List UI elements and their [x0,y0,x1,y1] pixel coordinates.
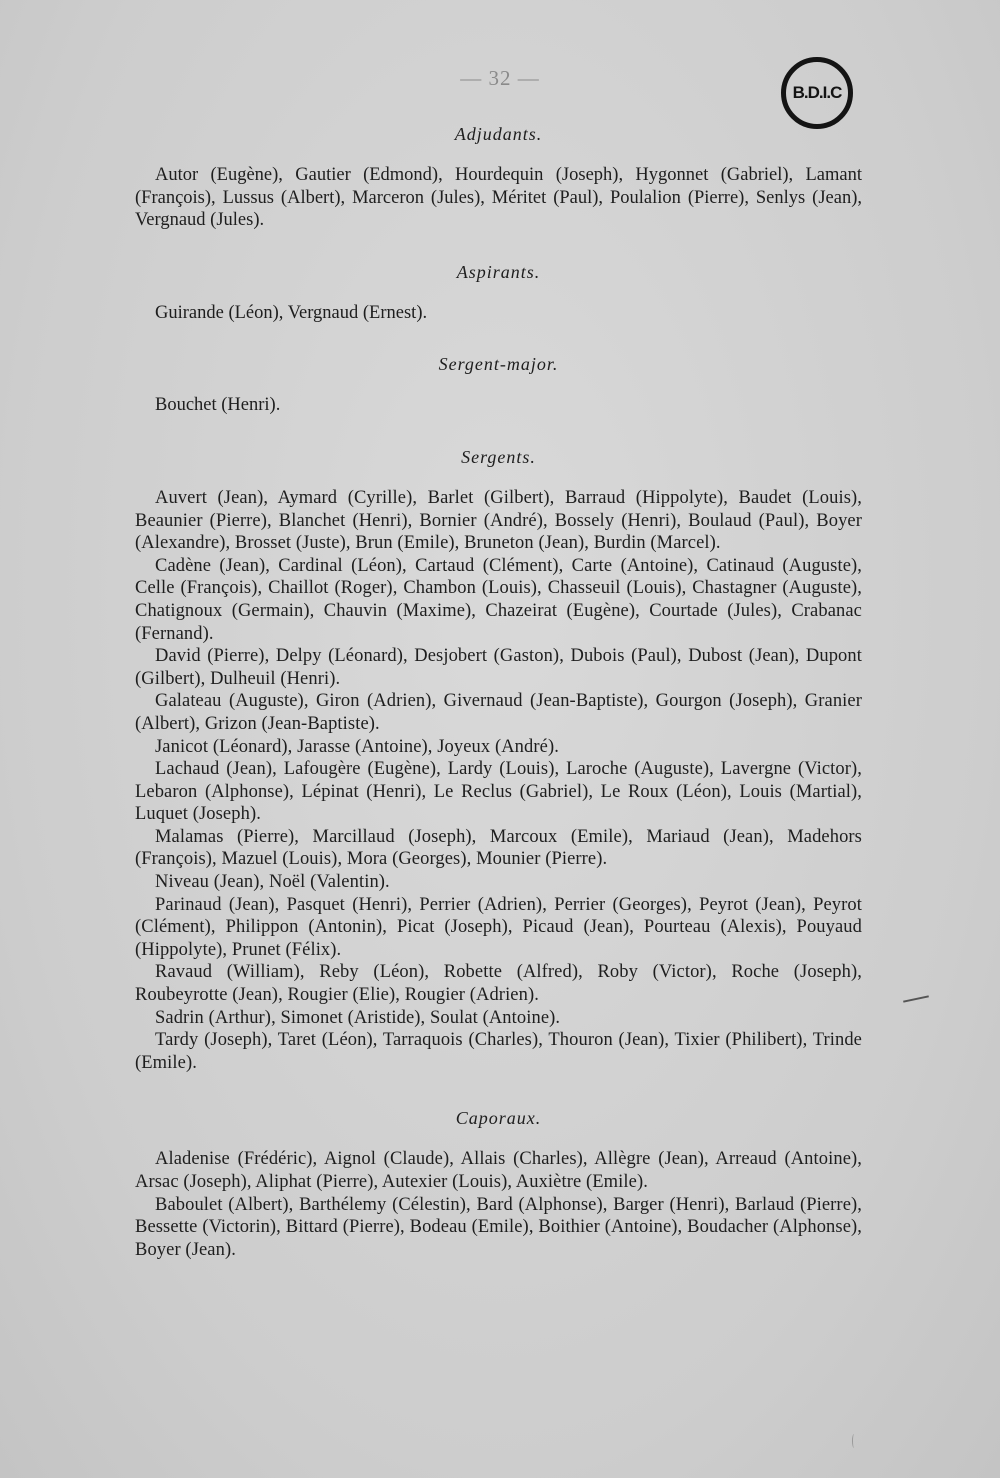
section-heading-caporaux: Caporaux. [455,1108,542,1129]
section-heading-aspirants: Aspirants. [456,261,541,282]
section-paragraph: Aladenise (Frédéric), Aignol (Claude), Allais (Charles), Allègre (Jean), Arreaud (Antoine), Arsac (Joseph), Aliphat (Pierre), Autexier (Louis), Auxiètre (Emile). [135,1149,862,1192]
stamp-text: B.D.I.C [792,83,842,102]
section-paragraph: Malamas (Pierre), Marcillaud (Joseph), Marcoux (Emile), Mariaud (Jean), Madehors (François), Mazuel (Louis), Mora (Georges), Mounier (Pierre). [135,826,862,870]
section-body-sergents [135,487,862,1074]
section-paragraph: Lachaud (Jean), Lafougère (Eugène), Lardy (Louis), Laroche (Auguste), Lavergne (Victor), Lebaron (Alphonse), Lépinat (Henri), Le Reclus (Gabriel), Le Roux (Léon), Louis (Martial), Luquet (Joseph). [135,759,862,825]
section-body-caporaux [135,1148,862,1261]
section-paragraph: Ravaud (William), Reby (Léon), Robette (Alfred), Roby (Victor), Roche (Joseph), Roubeyrotte (Jean), Rougier (Elie), Rougier (Adrien). [135,962,862,1006]
section-paragraph: Galateau (Auguste), Giron (Adrien), Givernaud (Jean-Baptiste), Gourgon (Joseph), Granier (Albert), Grizon (Jean-Baptiste). [135,691,862,734]
section-paragraph: Auvert (Jean), Aymard (Cyrille), Barlet (Gilbert), Barraud (Hippolyte), Baudet (Louis), Beaunier (Pierre), Blanchet (Henri), Bornier (André), Bossely (Henri), Boulaud (Paul), Boyer (Alexandre), Brosset (Juste), Brun (Emile), Bruneton (Jean), Burdin (Marcel). [135,487,862,554]
section-paragraph: Janicot (Léonard), Jarasse (Antoine), Joyeux (André). [155,736,559,757]
section-paragraph: Tardy (Joseph), Taret (Léon), Tarraquois (Charles), Thouron (Jean), Tixier (Philibert), Trinde (Emile). [135,1030,862,1073]
section-heading-sergents: Sergents. [461,446,536,467]
section-heading-adjudants: Adjudants. [454,124,543,144]
section-paragraph: Niveau (Jean), Noël (Valentin). [155,872,390,893]
section-paragraph: David (Pierre), Delpy (Léonard), Desjobert (Gaston), Dubois (Paul), Dubost (Jean), Dupont (Gilbert), Dulheuil (Henri). [135,646,862,689]
section-paragraph: Parinaud (Jean), Pasquet (Henri), Perrier (Adrien), Perrier (Georges), Peyrot (Jean), Peyrot (Clément), Philippon (Antonin), Picat (Joseph), Picaud (Jean), Pourteau (Alexis), Pouyaud (Hippolyte), Prunet (Félix). [135,894,862,960]
section-paragraph: Autor (Eugène), Gautier (Edmond), Hourdequin (Joseph), Hygonnet (Gabriel), Lamant (François), Lussus (Albert), Marceron (Jules), Méritet (Paul), Poulalion (Pierre), Senlys (Jean), Vergnaud (Jules). [135,165,862,231]
section-paragraph: Sadrin (Arthur), Simonet (Aristide), Soulat (Antoine). [155,1007,561,1028]
section-paragraph: Bouchet (Henri). [155,395,281,416]
section-heading-sergent-major: Sergent-major. [438,354,559,375]
section-paragraph: Guirande (Léon), Vergnaud (Ernest). [155,302,428,323]
library-stamp [781,57,853,129]
page-content [135,120,862,1261]
corner-pen-mark [852,1434,856,1448]
section-paragraph: Cadène (Jean), Cardinal (Léon), Cartaud (Clément), Carte (Antoine), Catinaud (Auguste), Celle (François), Chaillot (Roger), Chambon (Louis), Chasseuil (Louis), Chastagner (Auguste), Chatignoux (Germain), Chauvin (Maxime), Chazeirat (Eugène), Courtade (Jules), Crabanac (Fernand). [135,555,862,644]
section-paragraph: Baboulet (Albert), Barthélemy (Célestin), Bard (Alphonse), Barger (Henri), Barlaud (Pierre), Bessette (Victorin), Bittard (Pierre), Bodeau (Emile), Boithier (Antoine), Boudacher (Alphonse), Boyer (Jean). [135,1194,862,1260]
margin-pen-mark [903,995,929,1002]
page-number: — 32 — [460,66,540,90]
